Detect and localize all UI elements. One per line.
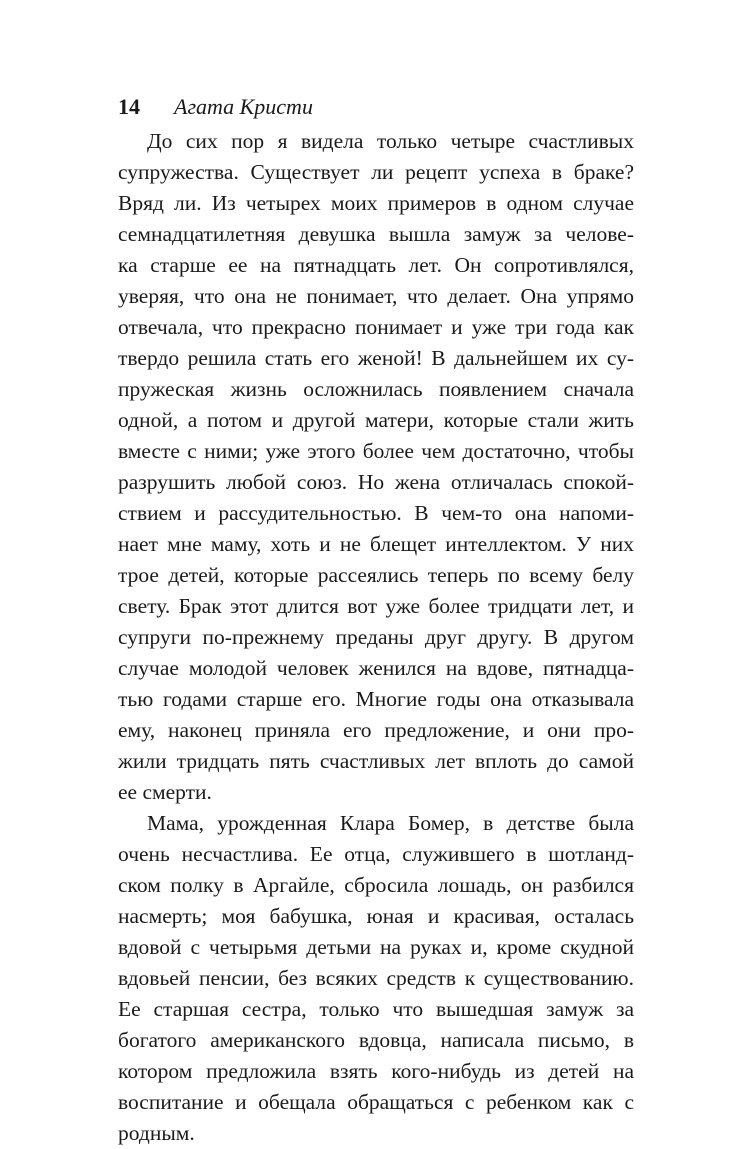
text-line: До сих пор я видела только четыре счастливых [147,129,634,153]
text-line: родным. [118,1121,195,1145]
text-line: ее смерти. [118,780,212,804]
text-line: вдовой с четырьмя детьми на руках и, кроме скудной [118,935,634,959]
text-line: трое детей, которые рассеялись теперь по всему белу [118,563,634,587]
text-line: ствием и рассудительностью. В чем-то она напоми- [118,501,634,525]
paragraph-1 [118,126,634,808]
text-line: разрушить любой союз. Но жена отличалась спокой- [118,470,634,494]
text-line: вдовьей пенсии, без всяких средств к существованию. [118,966,634,990]
running-header [118,92,638,122]
text-line: пружеская жизнь осложнилась появлением сначала [118,377,634,401]
text-line: свету. Брак этот длится вот уже более тридцати лет, и [118,594,634,618]
text-line: очень несчастлива. Ее отца, служившего в шотланд- [118,842,634,866]
text-line: Ее старшая сестра, только что вышедшая замуж за [118,997,634,1021]
page-number: 14 [118,94,140,119]
text-line: одной, а потом и другой матери, которые стали жить [118,408,634,432]
body-text [118,126,634,1149]
text-line: ском полку в Аргайле, сбросила лошадь, он разбился [118,873,634,897]
text-line: котором предложила взять кого-нибудь из детей на [118,1059,634,1083]
text-line: твердо решила стать его женой! В дальнейшем их су- [118,346,634,370]
text-line: нает мне маму, хоть и не блещет интеллектом. У них [118,532,634,556]
text-line: жили тридцать пять счастливых лет вплоть до самой [118,749,634,773]
text-line: воспитание и обещала обращаться с ребенком как с [118,1090,634,1114]
text-line: Мама, урожденная Клара Бомер, в детстве была [147,811,634,835]
text-line: семнадцатилетняя девушка вышла замуж за челове- [118,222,634,246]
text-line: ему, наконец приняла его предложение, и они про- [118,718,634,742]
text-line: тью годами старше его. Многие годы она отказывала [118,687,634,711]
text-line: супруги по-прежнему преданы друг другу. В другом [118,625,634,649]
text-line: отвечала, что прекрасно понимает и уже три года как [118,315,634,339]
author-name: Агата Кристи [174,94,313,119]
text-line: насмерть; моя бабушка, юная и красивая, осталась [118,904,634,928]
text-line: вместе с ними; уже этого более чем достаточно, чтобы [118,439,634,463]
paragraph-2 [118,808,634,1149]
text-line: случае молодой человек женился на вдове, пятнадца- [118,656,634,680]
text-line: Вряд ли. Из четырех моих примеров в одном случае [118,191,634,215]
text-line: ка старше ее на пятнадцать лет. Он сопротивлялся, [118,253,634,277]
text-line: супружества. Существует ли рецепт успеха в браке? [118,160,634,184]
text-line: уверяя, что она не понимает, что делает. Она упрямо [118,284,634,308]
text-line: богатого американского вдовца, написала письмо, в [118,1028,634,1052]
